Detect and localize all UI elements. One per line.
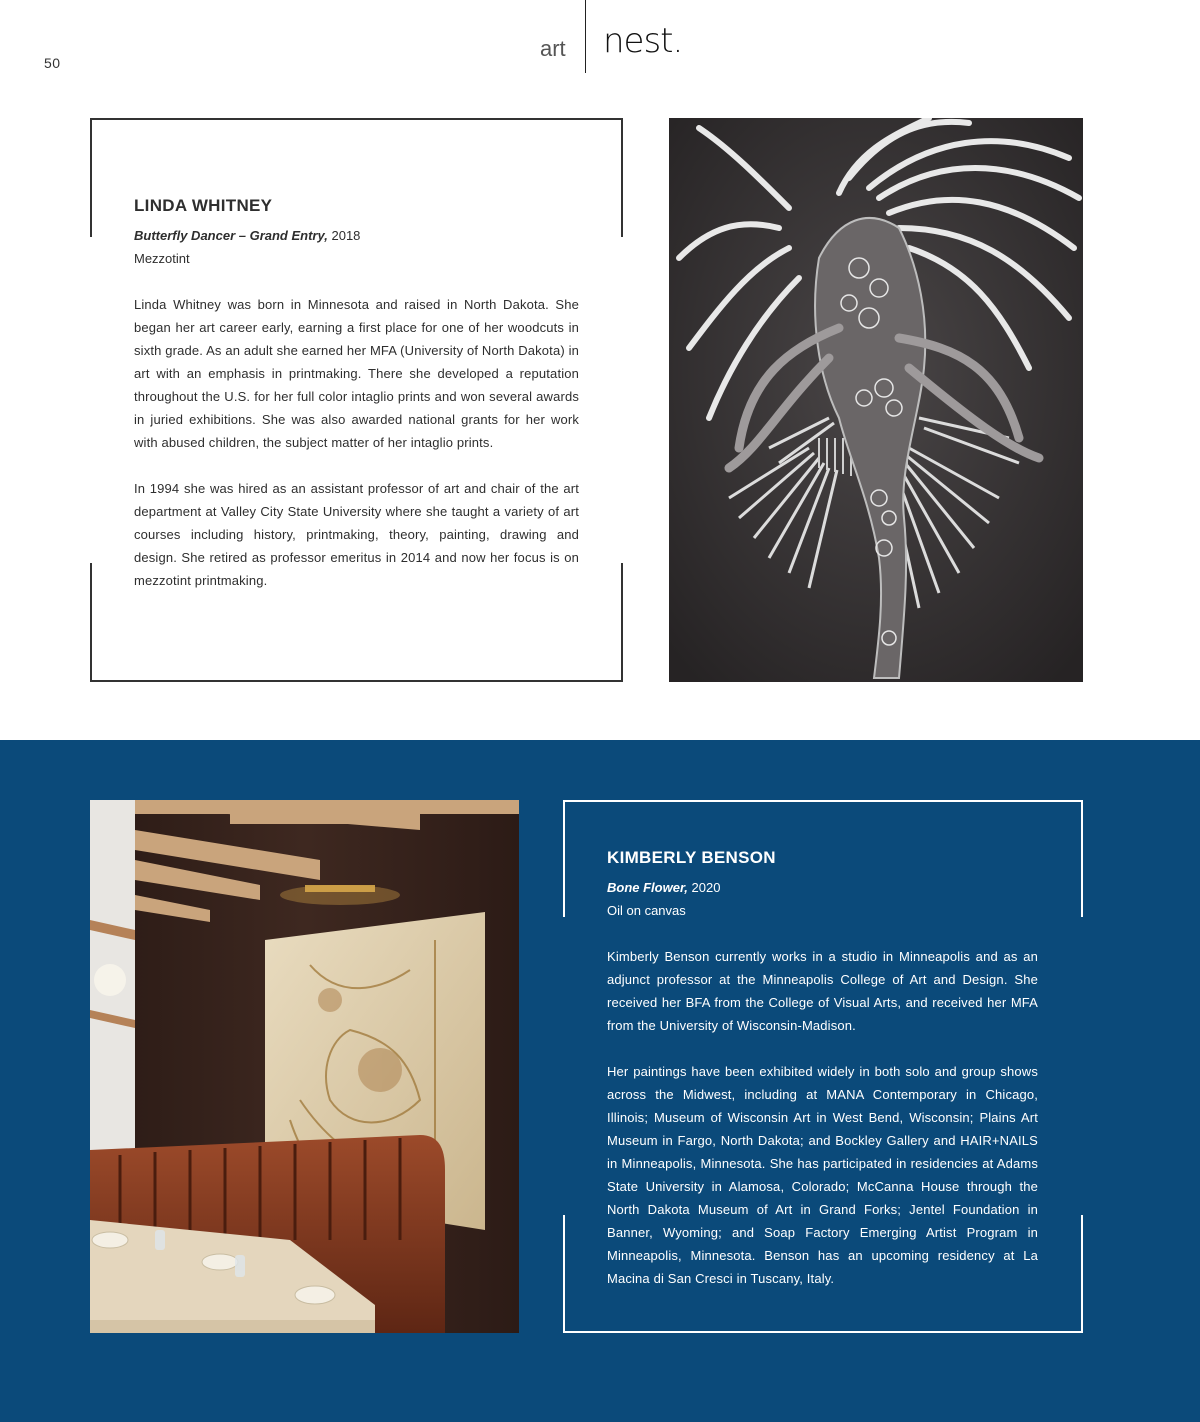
artwork-title: Bone Flower, bbox=[607, 880, 688, 895]
artwork-year: 2020 bbox=[691, 880, 721, 895]
section-label: art bbox=[540, 36, 566, 61]
page-number: 50 bbox=[44, 55, 61, 71]
artist-name: KIMBERLY BENSON bbox=[607, 848, 776, 867]
artwork-medium: Mezzotint bbox=[134, 251, 190, 266]
artist-name: LINDA WHITNEY bbox=[134, 196, 273, 215]
bio-paragraph: Her paintings have been exhibited widely in both solo and group shows across the Midwest, including at MANA Contemporary in Chicago, Illinois; Museum of Wisconsin Art in West Bend, Wisconsin; Plains Art Museum in Fargo, North Dakota; and Bockley Gallery and HAIR+NAILS in Minneapolis, Minnesota. She has participated in residencies at Adams State University in Alamosa, Colorado; McCanna House through the North Dakota Museum of Art in Grand Forks; Jentel Foundation in Banner, Wyoming; and Soap Factory Emerging Artist Program in Minneapolis, Minnesota. Benson has an upcoming residency at La Macina di San Cresci in Tuscany, Italy. bbox=[607, 1064, 1038, 1286]
artwork-caption bbox=[607, 876, 1038, 899]
artist-bio bbox=[607, 945, 1038, 1290]
artist-bio-kimberly-benson bbox=[607, 848, 1038, 1313]
artwork-medium: Oil on canvas bbox=[607, 903, 686, 918]
bio-paragraph: Kimberly Benson currently works in a studio in Minneapolis and as an adjunct professor at the Minneapolis College of Art and Design. She received her BFA from the College of Visual Arts, and received her MFA from the University of Wisconsin-Madison. bbox=[607, 949, 1038, 1033]
artwork-title: Butterfly Dancer – Grand Entry, bbox=[134, 228, 328, 243]
bio-paragraph: In 1994 she was hired as an assistant professor of art and chair of the art department at Valley City State University where she taught a variety of art courses including history, printmaking, theory, painting, drawing and design. She retired as professor emeritus in 2014 and now her focus is on mezzotint printmaking. bbox=[134, 481, 579, 588]
artwork-year: 2018 bbox=[331, 228, 361, 243]
artwork-image-butterfly-dancer bbox=[669, 118, 1083, 682]
artist-bio bbox=[134, 293, 579, 592]
restaurant-interior-illustration bbox=[90, 800, 519, 1333]
bio-paragraph: Linda Whitney was born in Minnesota and raised in North Dakota. She began her art career early, earning a first place for one of her woodcuts in sixth grade. As an adult she earned her MFA (University of North Dakota) in art with an emphasis in printmaking. There she developed a reputation throughout the U.S. for her full color intaglio prints and won several awards in juried exhibitions. She was also awarded national grants for her work with abused children, the subject matter of her intaglio prints. bbox=[134, 297, 579, 450]
artist-bio-linda-whitney bbox=[134, 196, 579, 615]
header-divider bbox=[585, 0, 586, 73]
magazine-logo: nest. bbox=[603, 21, 683, 61]
mezzotint-illustration bbox=[669, 118, 1083, 682]
artwork-caption bbox=[134, 224, 579, 247]
artwork-installation-photo bbox=[90, 800, 519, 1333]
